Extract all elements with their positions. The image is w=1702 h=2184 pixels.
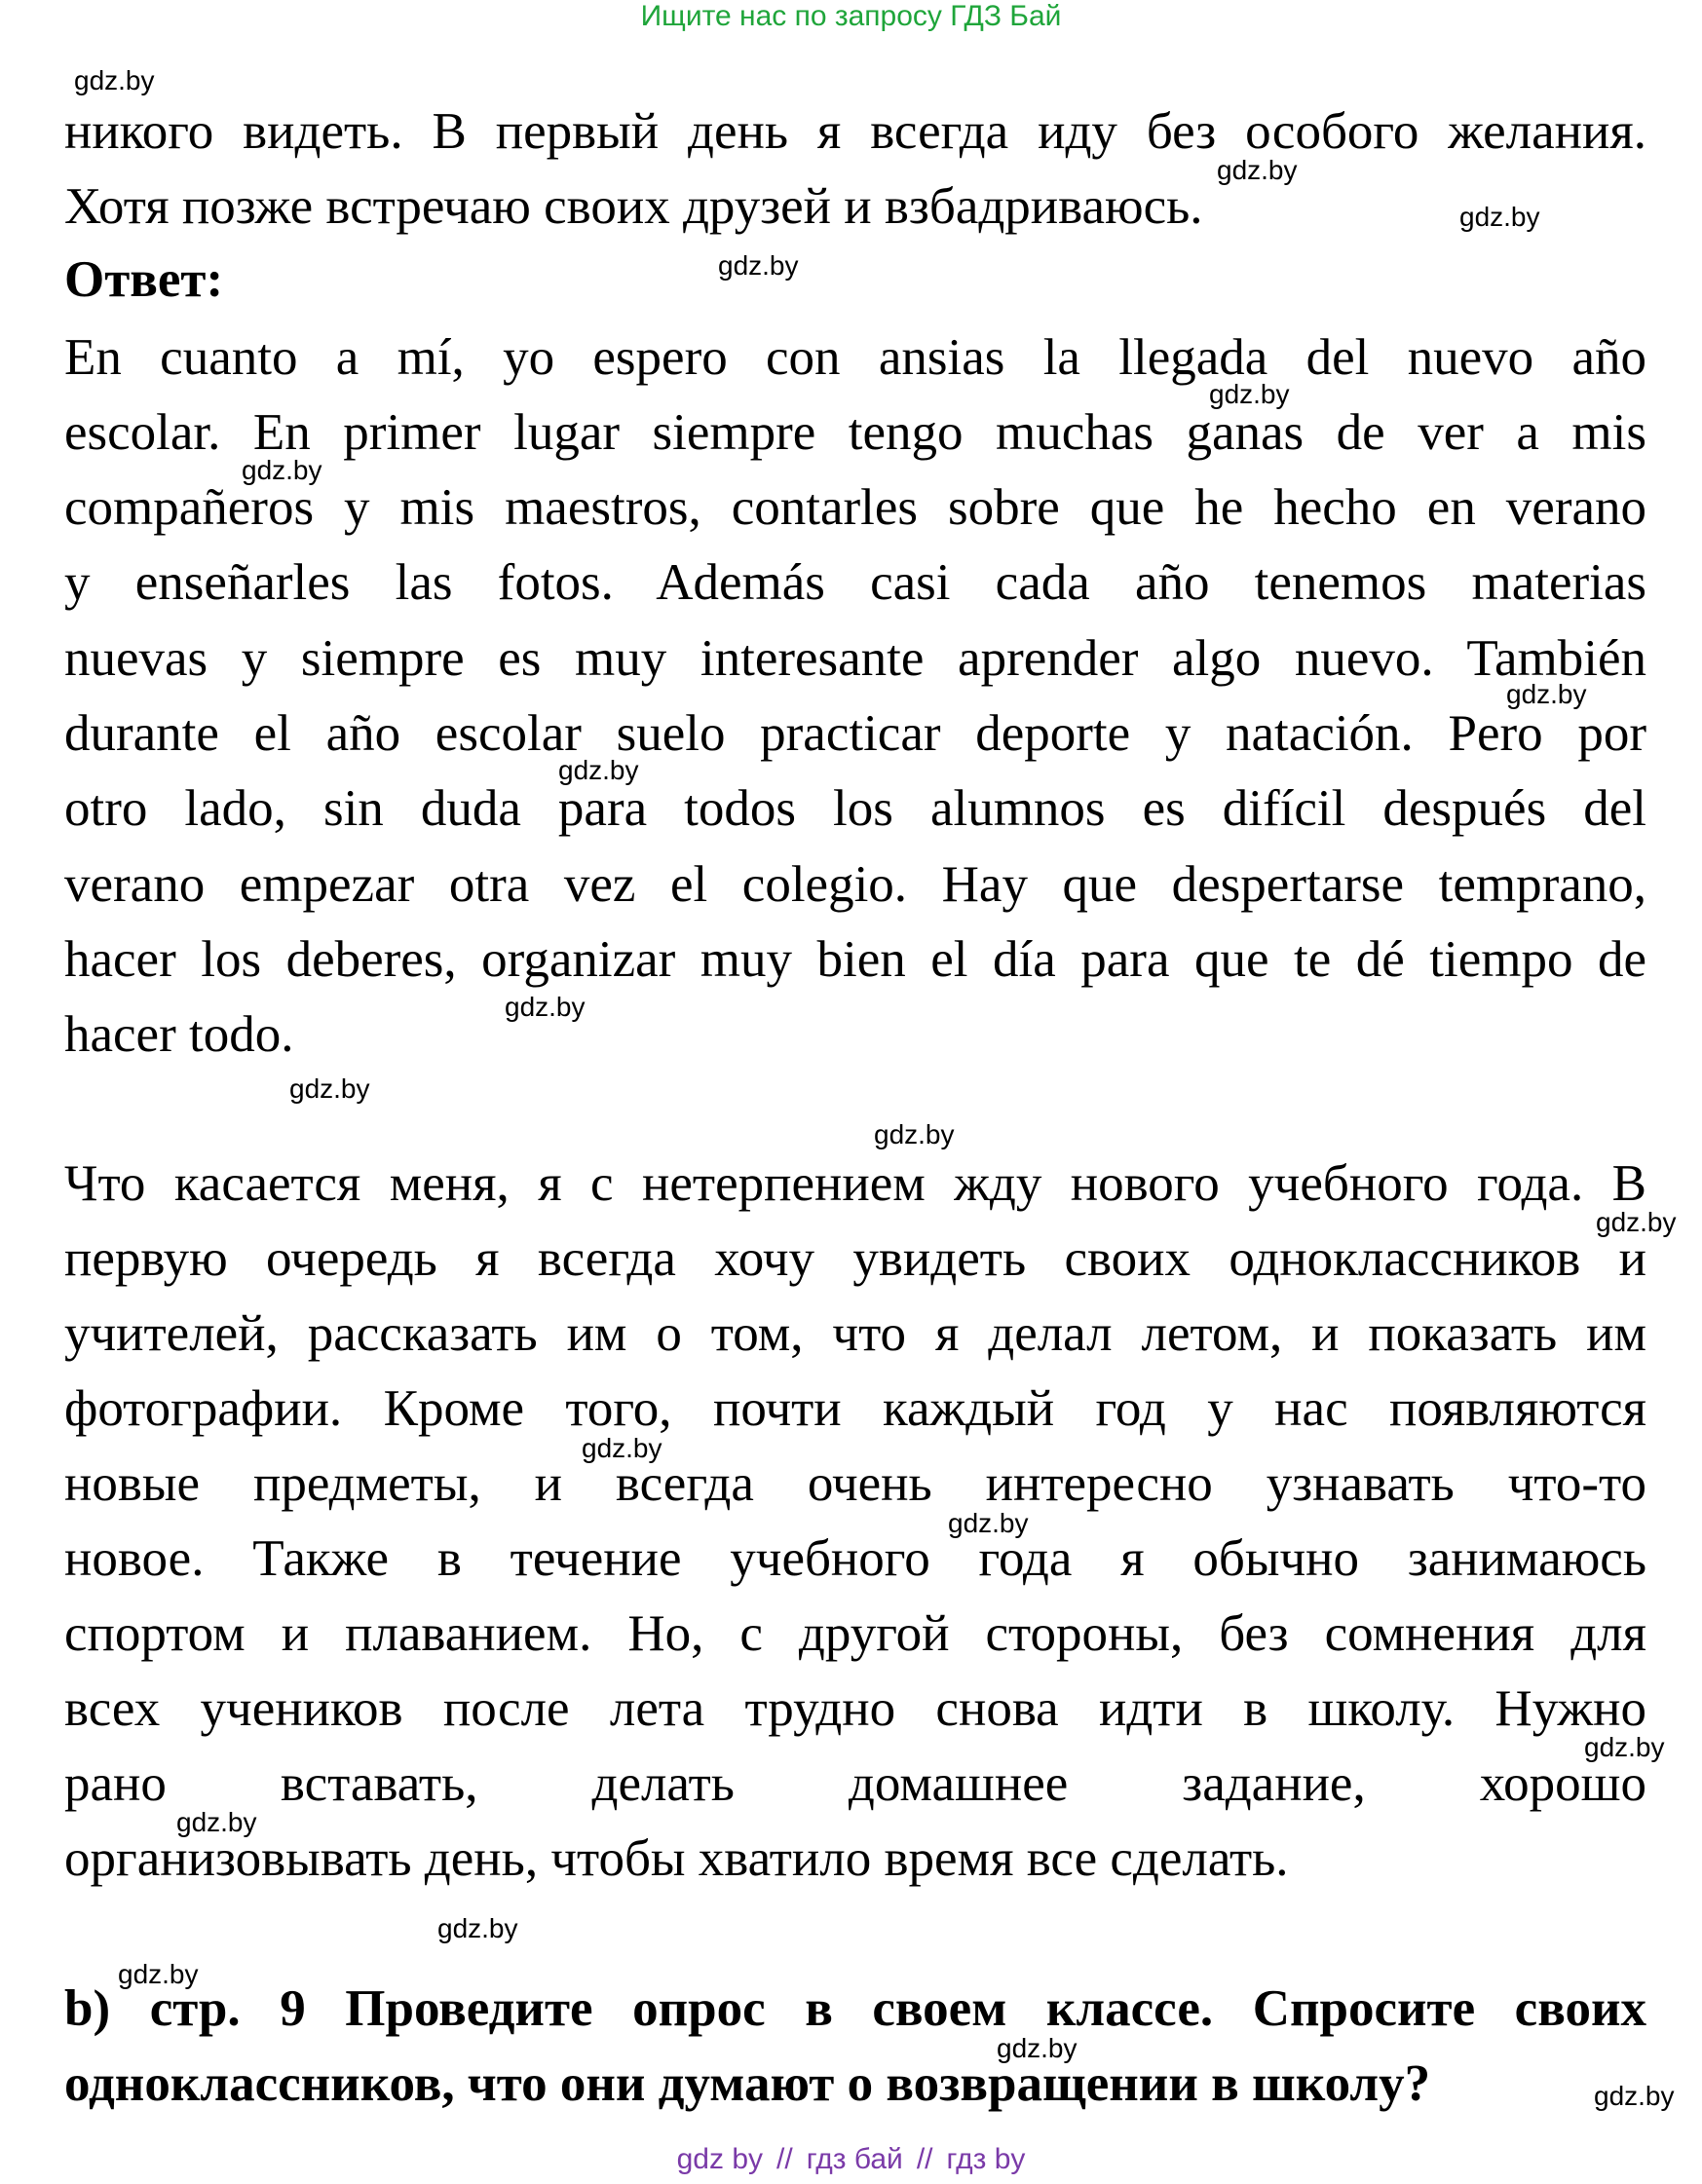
footer-links xyxy=(0,2143,1702,2176)
task-line: одноклассников, что они думают о возвращении в школу? xyxy=(64,2055,1431,2112)
spanish-line: y enseñarles las fotos. Además casi cada año tenemos materias xyxy=(64,554,1646,611)
russian-line: новые предметы, и всегда очень интересно узнавать что-то xyxy=(64,1455,1646,1512)
spanish-line: compañeros y mis maestros, contarles sobre que he hecho en verano xyxy=(64,479,1646,536)
footer-separator: // xyxy=(916,2143,933,2175)
footer-separator: // xyxy=(776,2143,793,2175)
watermark: gdz.by xyxy=(74,65,155,95)
watermark: gdz.by xyxy=(558,755,639,785)
watermark: gdz.by xyxy=(582,1433,662,1463)
spanish-line: escolar. En primer lugar siempre tengo muchas ganas de ver a mis xyxy=(64,404,1646,461)
spanish-line: hacer los deberes, organizar muy bien el día para que te dé tiempo de xyxy=(64,931,1646,988)
watermark: gdz.by xyxy=(1594,2081,1675,2111)
header-search-hint[interactable]: Ищите нас по запросу ГДЗ Бай xyxy=(640,0,1062,32)
watermark: gdz.by xyxy=(289,1073,370,1104)
watermark: gdz.by xyxy=(176,1807,257,1837)
intro-line: Хотя позже встречаю своих друзей и взбадриваюсь. xyxy=(64,178,1203,235)
russian-line: фотографии. Кроме того, почти каждый год у нас появляются xyxy=(64,1380,1646,1437)
watermark: gdz.by xyxy=(118,1959,199,1989)
russian-line: спортом и плаванием. Но, с другой стороны, без сомнения для xyxy=(64,1605,1646,1662)
watermark: gdz.by xyxy=(874,1119,955,1149)
russian-line: Что касается меня, я с нетерпением жду нового учебного года. В xyxy=(64,1155,1646,1212)
watermark: gdz.by xyxy=(1596,1207,1677,1237)
answer-heading: Ответ: xyxy=(64,251,224,308)
watermark: gdz.by xyxy=(1459,202,1540,232)
intro-line: никого видеть. В первый день я всегда иду без особого желания. xyxy=(64,103,1646,160)
watermark: gdz.by xyxy=(1209,379,1290,409)
footer-link-gdz-by[interactable]: gdz by xyxy=(676,2143,764,2175)
russian-line: всех учеников после лета трудно снова идти в школу. Нужно xyxy=(64,1680,1646,1737)
spanish-line: En cuanto a mí, yo espero con ansias la llegada del nuevo año xyxy=(64,329,1646,386)
spanish-line: hacer todo. xyxy=(64,1006,294,1063)
russian-line: первую очередь я всегда хочу увидеть своих одноклассников и xyxy=(64,1230,1646,1287)
russian-line: учителей, рассказать им о том, что я делал летом, и показать им xyxy=(64,1305,1646,1362)
watermark: gdz.by xyxy=(437,1913,518,1943)
spanish-line: verano empezar otra vez el colegio. Hay que despertarse temprano, xyxy=(64,856,1646,913)
watermark: gdz.by xyxy=(1584,1732,1665,1762)
watermark: gdz.by xyxy=(718,250,799,281)
russian-line: новое. Также в течение учебного года я обычно занимаюсь xyxy=(64,1530,1646,1587)
watermark: gdz.by xyxy=(505,992,586,1022)
footer-link-gdz-bay[interactable]: гдз бай xyxy=(806,2143,903,2175)
watermark: gdz.by xyxy=(948,1508,1029,1538)
watermark: gdz.by xyxy=(242,455,322,485)
russian-line: организовывать день, чтобы хватило время все сделать. xyxy=(64,1830,1289,1887)
spanish-line: durante el año escolar suelo practicar deporte y natación. Pero por xyxy=(64,705,1646,762)
watermark: gdz.by xyxy=(1506,679,1587,709)
spanish-line: otro lado, sin duda para todos los alumnos es difícil después del xyxy=(64,780,1646,837)
watermark: gdz.by xyxy=(1217,155,1298,185)
spanish-line: nuevas y siempre es muy interesante aprender algo nuevo. También xyxy=(64,630,1646,687)
task-line: b) стр. 9 Проведите опрос в своем классе. Спросите своих xyxy=(64,1980,1646,2037)
russian-line: рано вставать, делать домашнее задание, хорошо xyxy=(64,1755,1646,1812)
footer-link-gdz-by-ru[interactable]: гдз by xyxy=(946,2143,1026,2175)
watermark: gdz.by xyxy=(997,2033,1078,2063)
